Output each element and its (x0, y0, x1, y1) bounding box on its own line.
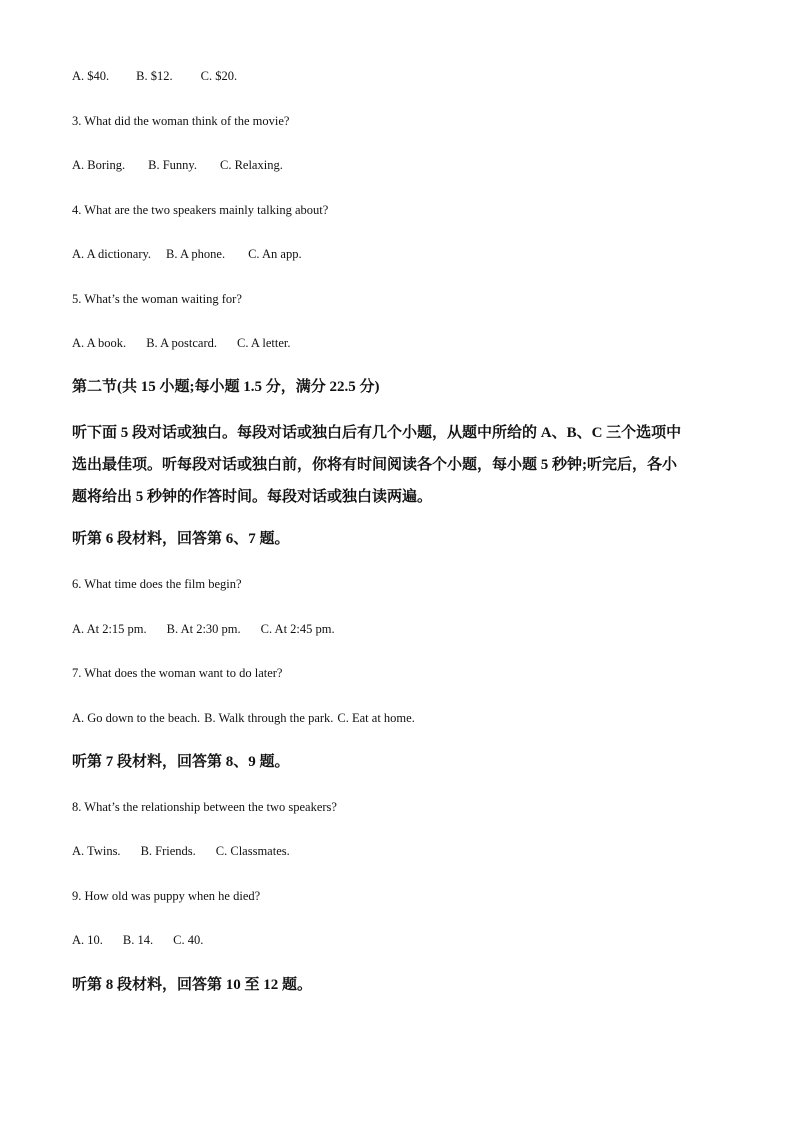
q6-option-b: B. At 2:30 pm. (166, 622, 241, 636)
material-heading: 听第 7 段材料，回答第 8、9 题。 (72, 754, 290, 770)
q8-question: 8. What’s the relationship between the two speakers? (72, 800, 337, 814)
q4-option-b: B. A phone. (166, 247, 226, 261)
q2-option-b: B. $12. (136, 69, 173, 83)
material-heading: 听第 6 段材料，回答第 6、7 题。 (72, 531, 290, 547)
q4-option-c: C. An app. (248, 247, 302, 261)
q7-option-c: C. Eat at home. (337, 711, 415, 725)
section-heading: 第二节(共 15 小题;每小题 1.5 分，满分 22.5 分) (72, 379, 380, 395)
q6-options (72, 621, 335, 637)
q7-question: 7. What does the woman want to do later? (72, 666, 283, 680)
q8-option-a: A. Twins. (72, 844, 121, 858)
q2-option-a: A. $40. (72, 69, 110, 83)
material-heading: 听第 8 段材料，回答第 10 至 12 题。 (72, 977, 313, 993)
q9-option-c: C. 40. (173, 933, 204, 947)
q3-option-a: A. Boring. (72, 158, 126, 172)
q4-option-a: A. A dictionary. (72, 247, 152, 261)
q6-option-a: A. At 2:15 pm. (72, 622, 147, 636)
q3-question: 3. What did the woman think of the movie? (72, 114, 290, 128)
q8-option-b: B. Friends. (140, 844, 196, 858)
q4-options (72, 246, 302, 262)
q5-question: 5. What’s the woman waiting for? (72, 292, 242, 306)
q6-option-c: C. At 2:45 pm. (260, 622, 335, 636)
instructions-line: 题将给出 5 秒钟的作答时间。每段对话或独白读两遍。 (72, 489, 433, 505)
q6-question: 6. What time does the film begin? (72, 577, 242, 591)
q5-option-b: B. A postcard. (146, 336, 218, 350)
q5-options (72, 335, 291, 351)
q3-option-b: B. Funny. (148, 158, 197, 172)
q5-option-a: A. A book. (72, 336, 127, 350)
q9-question: 9. How old was puppy when he died? (72, 889, 261, 903)
q2-options (72, 68, 237, 84)
q8-options (72, 843, 290, 859)
q9-options (72, 932, 203, 948)
q5-option-c: C. A letter. (237, 336, 291, 350)
q3-option-c: C. Relaxing. (219, 158, 283, 172)
q9-option-b: B. 14. (122, 933, 154, 947)
q4-question: 4. What are the two speakers mainly talking about? (72, 203, 329, 217)
q3-options (72, 157, 283, 173)
q7-option-b: B. Walk through the park. (204, 711, 334, 725)
q8-option-c: C. Classmates. (215, 844, 290, 858)
q2-option-c: C. $20. (200, 69, 238, 83)
section-instructions (72, 417, 732, 513)
q9-option-a: A. 10. (72, 933, 103, 947)
q7-options (72, 710, 415, 726)
instructions-line: 听下面 5 段对话或独白。每段对话或独白后有几个小题，从题中所给的 A、B、C 三个选项中 (72, 425, 682, 441)
instructions-line: 选出最佳项。听每段对话或独白前，你将有时间阅读各个小题，每小题 5 秒钟;听完后，各小 (72, 457, 677, 473)
q7-option-a: A. Go down to the beach. (72, 711, 201, 725)
